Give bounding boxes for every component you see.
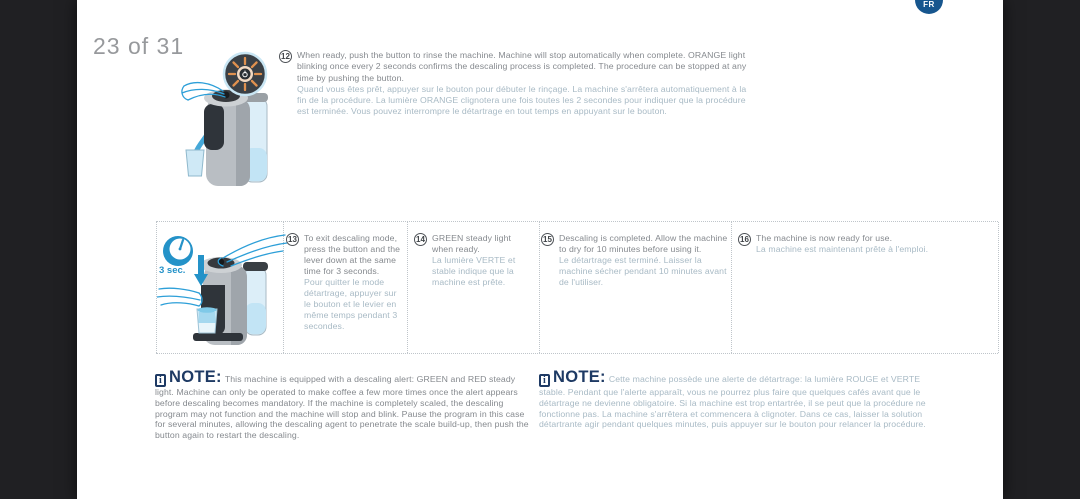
language-badge[interactable] xyxy=(915,0,943,14)
step-12 xyxy=(279,50,757,118)
pod-door xyxy=(204,104,224,150)
manual-page xyxy=(77,0,1003,499)
timer-clock-icon xyxy=(163,236,193,266)
step-16-text-fr: La machine est maintenant prête à l'emploi. xyxy=(756,244,929,254)
step-13-text-fr: Pour quitter le mode détartrage, appuyer sur le bouton et le levier en même temps pendant 3 secondes. xyxy=(304,277,398,331)
step-13 xyxy=(286,233,404,332)
step-16-text-en: The machine is now ready for use. xyxy=(756,233,893,243)
step-12-text-en: When ready, push the button to rinse the machine. Machine will stop automatically when complete. ORANGE light blinking once every 2 seconds confirms the descaling process is completed. The procedure can be stopped at any time by pushing the button. xyxy=(297,50,747,83)
step-14 xyxy=(414,233,528,288)
language-badge-label: FR xyxy=(923,0,935,9)
note-french xyxy=(539,368,933,430)
machine-illustration-exit-descaling xyxy=(157,227,289,355)
column-divider xyxy=(731,222,732,353)
note-body-en: This machine is equipped with a descaling alert: GREEN and RED steady light. Machine can only be operated to make coffee a few more times once the alert appears before descaling becomes mandatory. If the machine is completely scaled, the descaling program may not function and the machine will stop and blink. Pause the program in this case for several minutes, allowing the descaling agent to penetrate the scale build-up, then push the button again to restart the descaling. xyxy=(155,374,529,441)
step-12-number: 12 xyxy=(279,50,292,63)
cup xyxy=(197,307,217,333)
step-15-text-fr: Le détartrage est terminé. Laisser la machine sécher pendant 10 minutes avant de l'utiliser. xyxy=(559,255,727,287)
column-divider xyxy=(539,222,540,353)
note-title: NOTE: xyxy=(169,368,222,386)
note-english xyxy=(155,368,535,441)
step-16-number: 16 xyxy=(738,233,751,246)
step-15-text-en: Descaling is completed. Allow the machine to dry for 10 minutes before using it. xyxy=(559,233,728,254)
step-14-number: 14 xyxy=(414,233,427,246)
step-13-text-en: To exit descaling mode, press the button and the lever down at the same time for 3 seconds. xyxy=(304,233,401,276)
step-14-text-fr: La lumière VERTE et stable indique que la machine est prête. xyxy=(432,255,516,287)
info-icon: i xyxy=(539,374,550,387)
step-12-text-fr: Quand vous êtes prêt, appuyer sur le bouton pour débuter le rinçage. La machine s'arrêtera automatiquement à la fin de la procédure. La lumière ORANGE clignotera une fois toutes les 2 secondes pour indiquer que la procédure est terminée. Vous pouvez interrompre le détartrage en tout temps en appuyant sur le bouton. xyxy=(297,83,747,117)
info-icon: i xyxy=(155,374,166,387)
step-16 xyxy=(738,233,986,255)
hand-outline-lever xyxy=(157,288,202,306)
cup xyxy=(186,150,204,176)
step-13-number: 13 xyxy=(286,233,299,246)
timer-label: 3 sec. xyxy=(159,265,186,276)
machine-button xyxy=(223,92,230,99)
page-indicator: 23 of 31 xyxy=(93,33,185,59)
step-15-number: 15 xyxy=(541,233,554,246)
hand-outline-button xyxy=(218,235,287,266)
column-divider xyxy=(407,222,408,353)
note-title: NOTE: xyxy=(553,368,606,386)
orange-light-magnifier xyxy=(224,53,266,95)
step-15 xyxy=(541,233,729,288)
column-divider xyxy=(998,222,999,353)
step-14-text-en: GREEN steady light when ready. xyxy=(432,233,512,254)
note-body-fr: Cette machine possède une alerte de détartrage: la lumière ROUGE et VERTE stable. Pendant que l'alerte apparaît, vous ne pourrez plus faire que quelques cafés avant que le détartrage ne devienne obligatoire. Si la machine est trop entartrée, il se peut que la procédure ne fonctionne pas. La machine s'arrêtera et commencera à clignoter. Dans ce cas, laisser la solution détartrante agir pendant quelques minutes, puis appuyer sur le bouton pour relancer la procédure. xyxy=(539,374,926,430)
